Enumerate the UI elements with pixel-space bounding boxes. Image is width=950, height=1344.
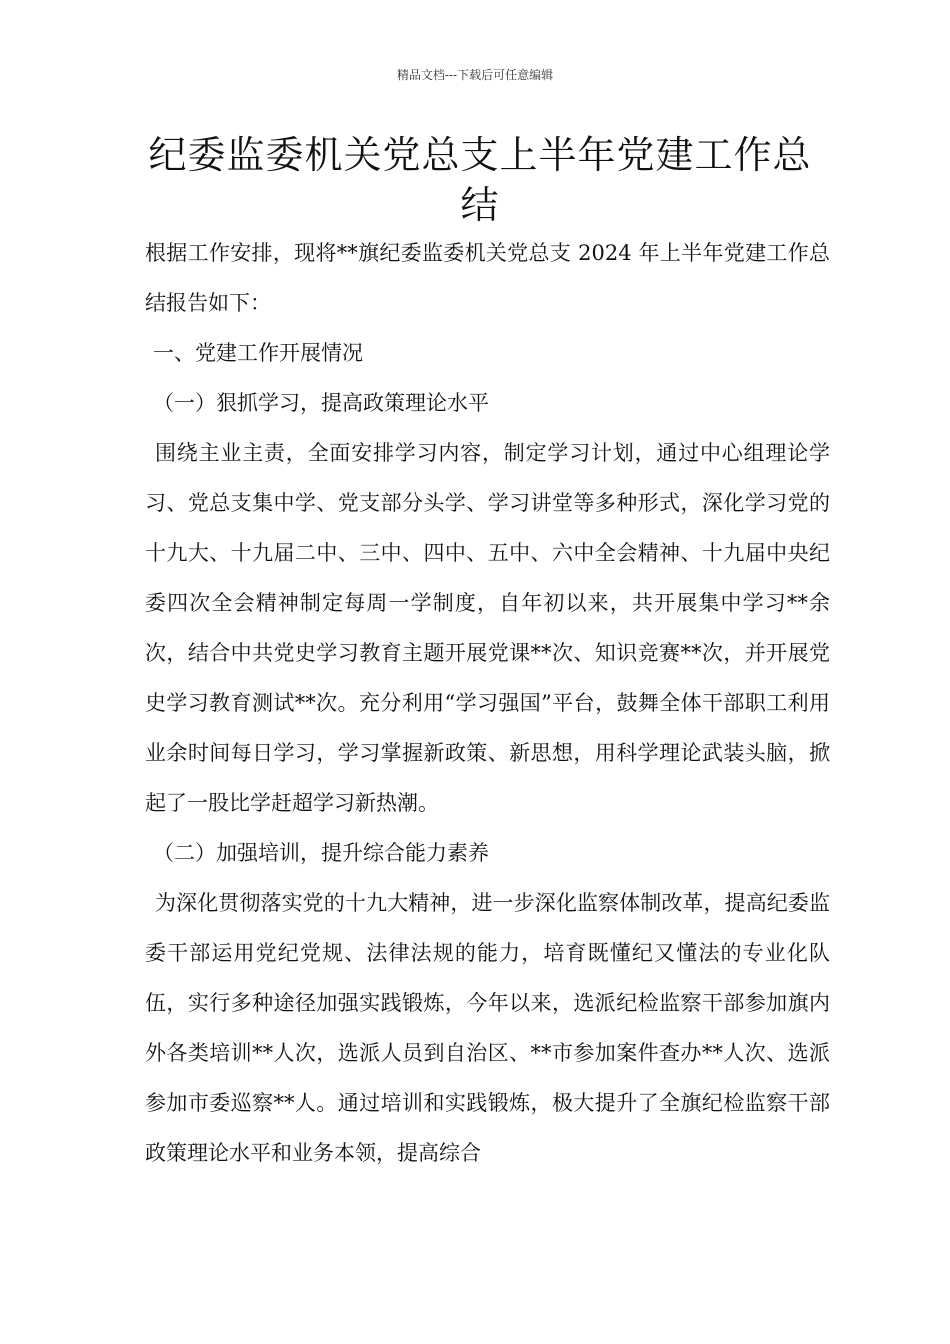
document-body bbox=[145, 228, 830, 1178]
subsection-heading-2: （二）加强培训，提升综合能力素养 bbox=[153, 841, 489, 865]
intro-paragraph: 根据工作安排，现将**旗纪委监委机关党总支 2024 年上半年党建工作总结报告如下： bbox=[145, 241, 830, 315]
subsection-2-paragraph: 为深化贯彻落实党的十九大精神，进一步深化监察体制改革，提高纪委监委干部运用党纪党规、法律法规的能力，培育既懂纪又懂法的专业化队伍，实行多种途径加强实践锻炼，今年以来，选派纪检监察干部参加旗内外各类培训**人次，选派人员到自治区、**市参加案件查办**人次、选派参加市委巡察**人。通过培训和实践锻炼，极大提升了全旗纪检监察干部政策理论水平和业务本领，提高综合 bbox=[145, 891, 830, 1165]
subsection-1-paragraph: 围绕主业主责，全面安排学习内容，制定学习计划，通过中心组理论学习、党总支集中学、党支部分头学、学习讲堂等多种形式，深化学习党的十九大、十九届二中、三中、四中、五中、六中全会精神、十九届中央纪委四次全会精神制定每周一学制度，自年初以来，共开展集中学习**余次，结合中共党史学习教育主题开展党课**次、知识竞赛**次，并开展党史学习教育测试**次。充分利用“学习强国”平台，鼓舞全体干部职工利用业余时间每日学习，学习掌握新政策、新思想，用科学理论武装头脑，掀起了一股比学赶超学习新热潮。 bbox=[145, 441, 830, 815]
document-title: 纪委监委机关党总支上半年党建工作总结 bbox=[148, 133, 812, 227]
header-note: 精品文档---下载后可任意编辑 bbox=[396, 68, 554, 82]
section-heading: 一、党建工作开展情况 bbox=[153, 341, 363, 365]
subsection-heading-1: （一）狠抓学习，提高政策理论水平 bbox=[153, 391, 489, 415]
